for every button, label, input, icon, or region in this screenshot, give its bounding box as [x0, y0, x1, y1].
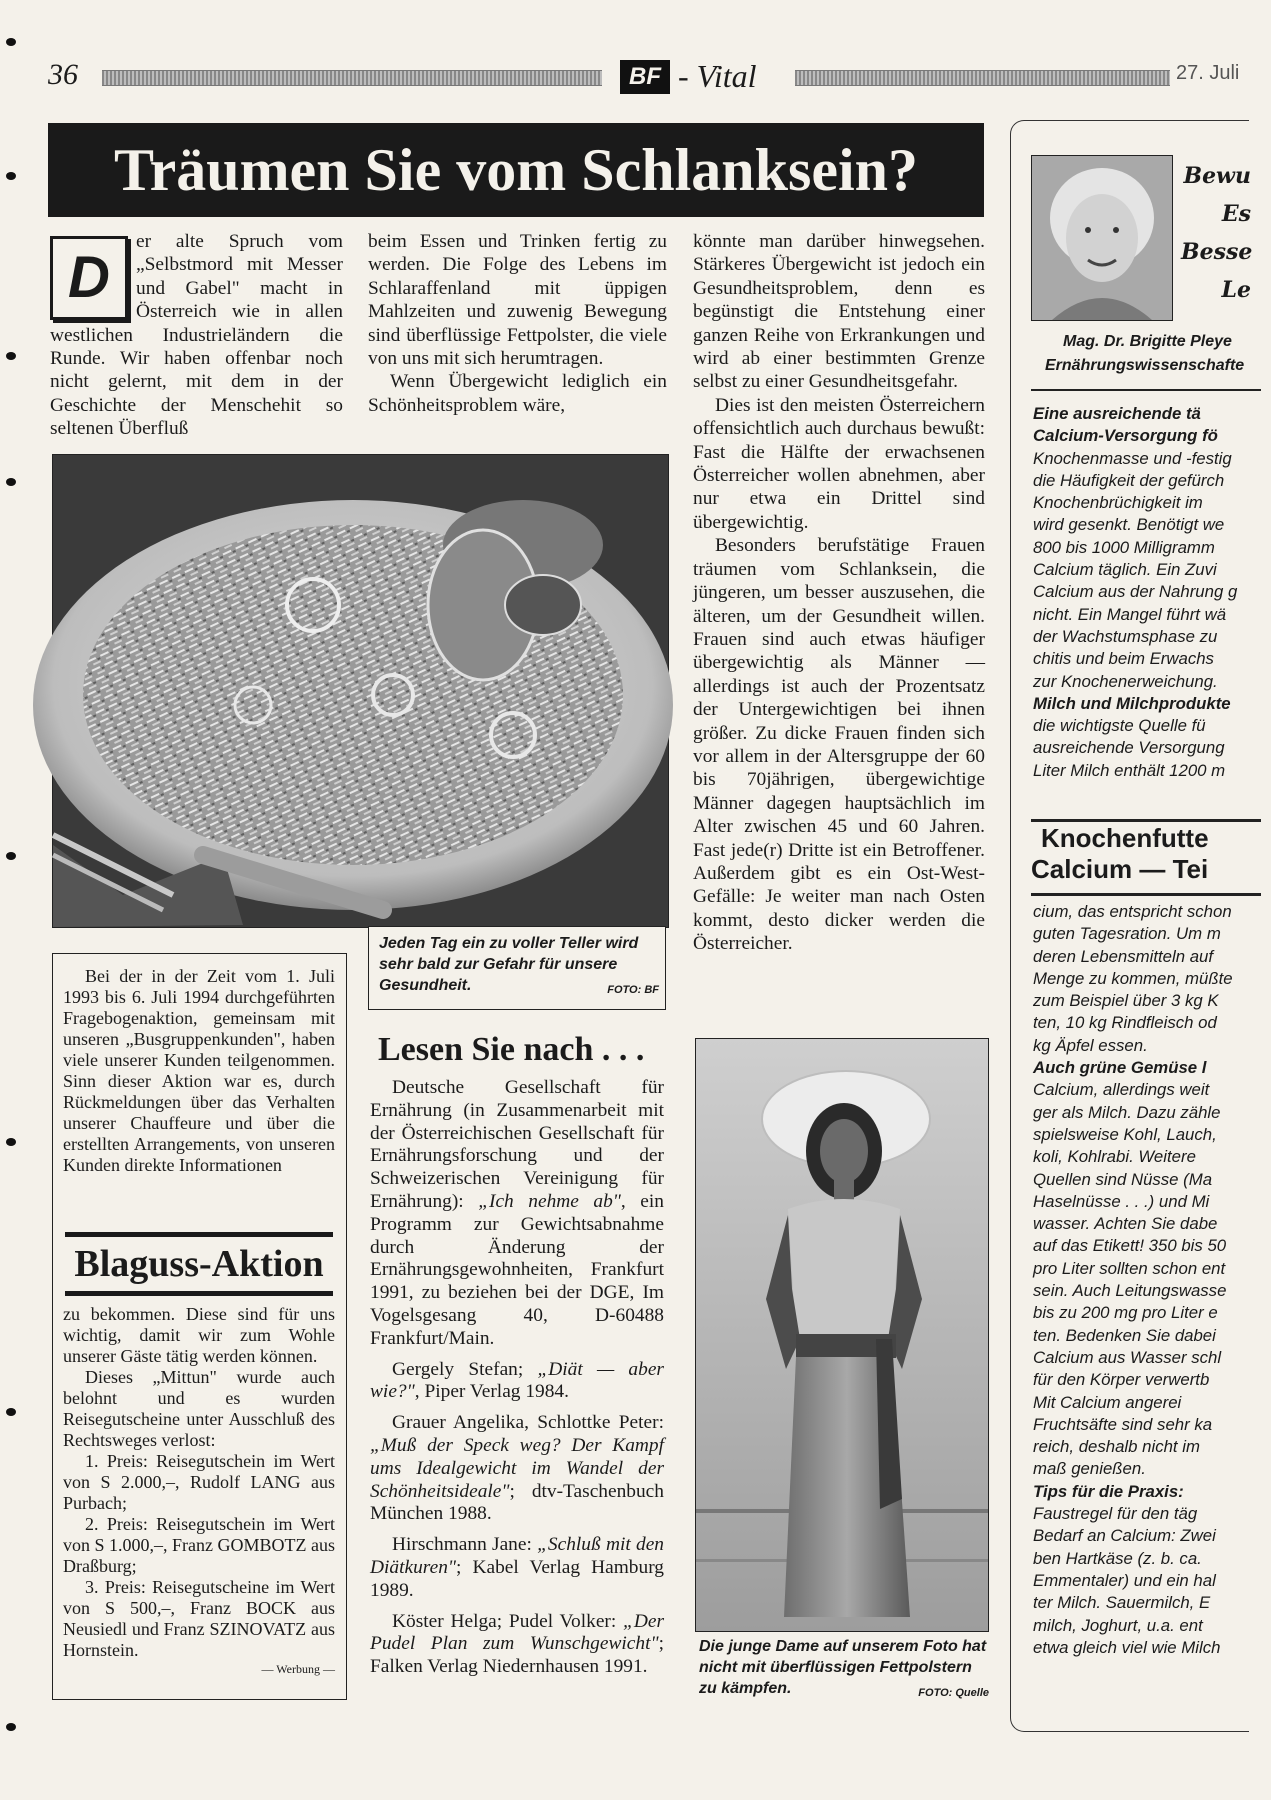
woman-in-dress-image	[696, 1039, 988, 1631]
salad-caption-box	[368, 926, 666, 1010]
blaguss-text: zu bekommen. Diese sind für uns wichtig, damit wir zum Wohle unserer Gäste tätig werden können.	[63, 1304, 335, 1366]
sidebar-heading	[1031, 823, 1271, 885]
sidebar-line: Bedarf an Calcium: Zwei	[1033, 1526, 1216, 1546]
sidebar-line: Knochenmasse und -festig	[1033, 448, 1232, 468]
sidebar-line: zum Beispiel über 3 kg K	[1033, 991, 1219, 1011]
punch-hole	[6, 478, 16, 486]
sidebar-line: cium, das entspricht schon	[1033, 902, 1232, 921]
sidebar-line: Auch grüne Gemüse l	[1033, 1058, 1207, 1078]
sidebar-line: Faustregel für den täg	[1033, 1504, 1198, 1524]
sidebar-text-a	[1033, 403, 1263, 782]
caption-text: Die junge Dame auf unserem Foto hat nicht mit überflüssigen Fettpolstern zu kämpfen.	[699, 1638, 987, 1697]
reference-item: Gergely Stefan; „Diät — aber wie?", Piper Verlag 1984.	[370, 1358, 664, 1403]
salad-plate-image	[53, 455, 668, 927]
headline-bar	[48, 123, 984, 217]
sidebar-line: ten, 10 kg Rindfleisch od	[1033, 1013, 1217, 1033]
sidebar-script-title	[1181, 157, 1251, 309]
sidebar-line: milch, Joghurt, u.a. ent	[1033, 1615, 1203, 1635]
sidebar-line: ten. Bedenken Sie dabei	[1033, 1325, 1216, 1345]
page-number: 36	[48, 58, 78, 91]
article-text: Dies ist den meisten Österreichern offensichtlich auch durchaus bewußt: Fast die Hälfte der erwachsenen Österreicher wollen abnehmen, aber nur etwa ein Drittel sind übergewichtig.	[693, 394, 985, 533]
blaguss-intro	[63, 966, 335, 1176]
author-portrait-image	[1032, 156, 1172, 320]
heading-line: Calcium — Tei	[1031, 854, 1209, 884]
article-text: er alte Spruch vom „Selbstmord mit Messer und Gabel" macht in Österreich wie in allen westlichen Industrieländern die Runde. Wir haben offenbar noch nicht gelernt, mit dem in der Geschichte der Menschehit so seltenen Überfluß	[50, 231, 343, 440]
issue-date: 27. Juli	[1176, 62, 1240, 84]
sidebar-line: Emmentaler) und ein hal	[1033, 1570, 1216, 1590]
sidebar-line: sein. Auch Leitungswasse	[1033, 1281, 1227, 1301]
author-photo	[1031, 155, 1173, 321]
sidebar-line: Milch und Milchprodukte	[1033, 693, 1231, 713]
sidebar	[1010, 120, 1253, 1732]
prize-2: 2. Preis: Reisegutschein im Wert von S 1.000,–, Franz GOMBOTZ aus Draßburg;	[63, 1514, 335, 1576]
sidebar-line: Calcium aus der Nahrung g	[1033, 582, 1238, 602]
sidebar-line: ausreichende Versorgung	[1033, 738, 1225, 758]
sidebar-line: kg Äpfel essen.	[1033, 1035, 1148, 1055]
blaguss-text: Dieses „Mittun" wurde auch belohnt und es wurden Reisegutscheine unter Ausschluß des Rechtsweges verlost:	[63, 1367, 335, 1450]
header-rule-left	[102, 70, 602, 86]
sidebar-divider	[1031, 893, 1261, 896]
lesen-references	[370, 1077, 664, 1679]
sidebar-line: ger als Milch. Dazu zähle	[1033, 1102, 1221, 1122]
sidebar-line: wasser. Achten Sie dabe	[1033, 1214, 1218, 1234]
punch-hole	[6, 352, 16, 360]
sidebar-line: für den Körper verwertb	[1033, 1370, 1210, 1390]
sidebar-line: bis zu 200 mg pro Liter e	[1033, 1303, 1218, 1323]
sidebar-line: reich, deshalb nicht im	[1033, 1437, 1200, 1457]
punch-hole	[6, 852, 16, 860]
blaguss-title-rule-bottom	[65, 1291, 333, 1296]
sidebar-line: deren Lebensmitteln auf	[1033, 946, 1214, 966]
blaguss-body	[63, 1304, 335, 1677]
headline: Träumen Sie vom Schlanksein?	[114, 137, 918, 203]
model-caption	[699, 1636, 989, 1704]
sidebar-line: pro Liter sollten schon ent	[1033, 1258, 1226, 1278]
caption-text: Jeden Tag ein zu voller Teller wird sehr bald zur Gefahr für unsere Gesundheit.	[379, 935, 639, 994]
salad-photo	[52, 454, 669, 928]
ad-label: — Werbung —	[261, 1662, 335, 1676]
punch-hole	[6, 172, 16, 180]
salad-caption	[379, 933, 659, 1001]
script-line: Bewu	[1183, 163, 1251, 189]
punch-hole	[6, 1408, 16, 1416]
sidebar-line: Eine ausreichende tä	[1033, 404, 1201, 423]
article-col3	[693, 230, 985, 956]
sidebar-line: guten Tagesration. Um m	[1033, 924, 1221, 944]
prize-3: 3. Preis: Reisegutscheine im Wert von S 500,–, Franz BOCK aus Neusiedl und Franz SZINOVATZ aus Hornstein.	[63, 1577, 335, 1660]
article-col2	[368, 230, 667, 417]
sidebar-divider	[1031, 389, 1261, 391]
photo-credit: FOTO: Quelle	[918, 1687, 989, 1699]
article-text: könnte man darüber hinwegsehen. Stärkeres Übergewicht ist jedoch ein Gesundheitsproblem, denn es begünstigt die Entstehung einer ganzen Reihe von Erkrankungen und wird ab einer bestimmten Grenze selbst zu einer Gesundheitsgefahr.	[693, 231, 985, 393]
sidebar-line: die Häufigkeit der gefürch	[1033, 470, 1225, 490]
blaguss-title-rule-top	[65, 1232, 333, 1237]
punch-hole	[6, 1723, 16, 1731]
blaguss-title: Blaguss-Aktion	[74, 1243, 324, 1285]
sidebar-line: der Wachstumsphase zu	[1033, 626, 1218, 646]
article-text: Wenn Übergewicht lediglich ein Schönheitsproblem wäre,	[368, 371, 667, 416]
author-name: Mag. Dr. Brigitte Pleye	[1063, 333, 1232, 350]
sidebar-line: etwa gleich viel wie Milch	[1033, 1637, 1221, 1657]
reference-item: Grauer Angelika, Schlottke Peter: „Muß der Speck weg? Der Kampf ums Idealgewicht im Wandel der Schönheitsideale"; dtv-Taschenbuch München 1988.	[370, 1412, 664, 1525]
sidebar-line: Haselnüsse . . .) und Mi	[1033, 1191, 1210, 1211]
sidebar-line: Calcium-Versorgung fö	[1033, 426, 1218, 446]
reference-item: Köster Helga; Pudel Volker: „Der Pudel Plan zum Wunschgewicht"; Falken Verlag Niedernhausen 1991.	[370, 1610, 664, 1678]
author-title: Ernährungswissenschafte	[1045, 357, 1245, 374]
sidebar-line: Quellen sind Nüsse (Ma	[1033, 1169, 1213, 1189]
blaguss-text: Bei der in der Zeit vom 1. Juli 1993 bis 6. Juli 1994 durchgeführten Fragebogenaktion, gemeinsam mit unseren „Busgruppenkunden", haben viele unserer Kunden teilgenommen. Sinn dieser Aktion war es, durch Rückmeldungen über das Verhalten unserer Chauffeure und über die erstellten Arrangements, von unseren Kunden direkte Informationen	[63, 966, 335, 1175]
lesen-title: Lesen Sie nach . . .	[378, 1031, 645, 1068]
sidebar-line: ter Milch. Sauermilch, E	[1033, 1593, 1211, 1613]
sidebar-line: Liter Milch enthält 1200 m	[1033, 760, 1226, 780]
script-line: Es	[1221, 201, 1251, 227]
sidebar-line: spielsweise Kohl, Lauch,	[1033, 1124, 1217, 1144]
sidebar-line: 800 bis 1000 Milligramm	[1033, 537, 1215, 557]
sidebar-line: koli, Kohlrabi. Weitere	[1033, 1147, 1196, 1167]
sidebar-line: Calcium täglich. Ein Zuvi	[1033, 560, 1217, 580]
sidebar-line: wird gesenkt. Benötigt we	[1033, 515, 1225, 535]
sidebar-line: ben Hartkäse (z. b. ca.	[1033, 1548, 1202, 1568]
sidebar-line: nicht. Ein Mangel führt wä	[1033, 604, 1227, 624]
sidebar-line: Calcium aus Wasser schl	[1033, 1347, 1222, 1367]
punch-hole	[6, 1138, 16, 1146]
sidebar-line: Knochenbrüchigkeit im	[1033, 493, 1203, 513]
photo-credit: FOTO: BF	[607, 984, 659, 996]
article-col1-lead	[50, 230, 343, 441]
heading-line: Knochenfutte	[1041, 823, 1209, 853]
sidebar-line: maß genießen.	[1033, 1459, 1146, 1479]
article-text: beim Essen und Trinken fertig zu werden. Die Folge des Lebens im Schlaraffenland mit üppigen Mahlzeiten und zuwenig Bewegung sind überflüssige Fettpolster, die viele von uns mit sich herumtragen.	[368, 231, 667, 370]
sidebar-line: auf das Etikett! 350 bis 50	[1033, 1236, 1227, 1256]
sidebar-line: Menge zu kommen, müßte	[1033, 968, 1233, 988]
article-text: Besonders berufstätige Frauen träumen vom Schlanksein, die jüngeren, um besser auszusehen, die älteren, um der Gesundheit willen. Frauen sind auch etwas häufiger übergewichtig als Männer — allerdings ist auch der Prozentsatz der Untergewichtigen bei ihnen größer. Zu dicke Frauen finden sich vor allem in der Altersgruppe der 60 bis 70jährigen, übergewichtige Männer dagegen hauptsächlich im Alter zwischen 45 und 60 Jahren. Fast jede(r) Dritte ist ein Betroffener. Außerdem gibt es ein Ost-West-Gefälle: Je weiter man nach Osten kommt, desto dicker werden die Österreicher.	[693, 535, 985, 955]
blaguss-box	[52, 953, 347, 1700]
sidebar-line: Tips für die Praxis:	[1033, 1481, 1184, 1501]
sidebar-line: Mit Calcium angerei	[1033, 1392, 1182, 1412]
sidebar-divider	[1031, 819, 1261, 822]
script-line: Le	[1221, 277, 1251, 303]
reference-item: Deutsche Gesellschaft für Ernährung (in Zusammenarbeit mit der Österreichischen Gesellschaft für Ernährungsforschung und der Schweizerischen Vereinigung für Ernährung): „Ich nehme ab", ein Programm zur Gewichtsabnahme durch Änderung der Ernährungsgewohnheiten, Frankfurt 1991, zu beziehen bei der DGE, Im Vogelsgesang 40, D-60488 Frankfurt/Main.	[370, 1077, 664, 1349]
reference-item: Hirschmann Jane: „Schluß mit den Diätkuren"; Kabel Verlag Hamburg 1989.	[370, 1534, 664, 1601]
drop-cap-letter: D	[68, 245, 110, 310]
header-rule-right	[795, 70, 1170, 86]
model-photo	[695, 1038, 989, 1632]
sidebar-line: die wichtigste Quelle fü	[1033, 716, 1206, 736]
sidebar-line: zur Knochenerweichung.	[1033, 671, 1218, 691]
sidebar-text-b	[1033, 901, 1263, 1659]
prize-1: 1. Preis: Reisegutschein im Wert von S 2.000,–, Rudolf LANG aus Purbach;	[63, 1451, 335, 1513]
sidebar-line: Fruchtsäfte sind sehr ka	[1033, 1414, 1213, 1434]
bf-logo: BF	[620, 60, 670, 94]
script-line: Besse	[1181, 239, 1253, 265]
punch-hole	[6, 38, 16, 46]
sidebar-line: chitis und beim Erwachs	[1033, 649, 1214, 669]
sidebar-line: Calcium, allerdings weit	[1033, 1080, 1210, 1100]
section-title: - Vital	[678, 58, 757, 94]
